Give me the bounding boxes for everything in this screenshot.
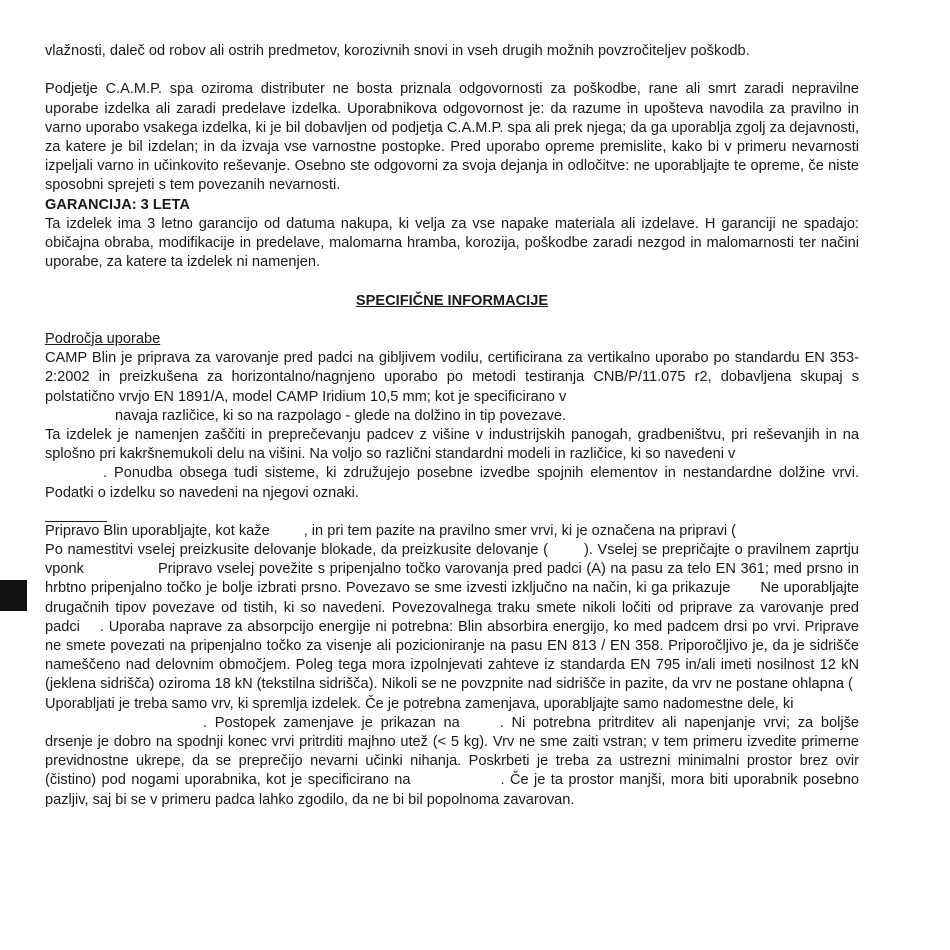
usage-text-d: ). Vselej se prepričajte o pravilnem zaprtju vponk <box>45 542 859 578</box>
usage-text-e: Pripravo vselej povežite s pripenjalno točko varovanja pred padci (A) na pasu za telo EN 361; med prsno in hrbtno pripenjalno točko je bolje izbrati prsno. Povezavo se sme izvesti izključno na način, ki ga prikazuje <box>45 561 859 597</box>
paragraph-warranty: Ta izdelek ima 3 letno garancijo od datuma nakupa, ki velja za vse napake materiala ali izdelave. H garanciji ne spadajo: običajna obraba, modifikacije in predelave, malomarna hramba, korozija, poškodbe zaradi nezgod in malomarnosti ter načini uporabe, za katere ta izdelek ni namenjen. <box>45 215 859 271</box>
usage-text-c: Po namestitvi vselej preizkusite delovanje blokade, da preizkusite delovanje ( <box>45 542 548 559</box>
document-page <box>45 42 859 810</box>
usage-text-b: , in pri tem pazite na pravilno smer vrvi, ki je označena na pripravi ( <box>303 522 737 539</box>
spacer <box>45 272 859 291</box>
rope-text-d: . Če je ta prostor manjši, mora biti uporabnik posebno pazljiv, saj bi se v primeru padca lahko zgodilo, da ne bi bil popolnoma zavarovan. <box>45 772 859 808</box>
usage-text-f: Ne uporabljajte drugačnih tipov povezave od tistih, ki so navedeni. Povezovalnega traku smete nikoli ločiti od priprave za varovanje pred padci <box>45 580 859 635</box>
rope-text-c: . Ni potrebna pritrditev ali napenjanje vrvi; za boljše drsenje je dobro na spodnji konec vrvi pritrditi majhno utež (< 5 kg). Vrv ne sme zaiti vstran; v tem primeru izvedite primerne previdnostne ukrepe, da se preprečijo nevarni učinki nihanja. Poskrbeti je treba za ustrezni minimalni prostor brez ovir (čistino) pod nogami uporabnika, kot je specificirano na <box>45 714 859 789</box>
paragraph-purpose: Ta izdelek je namenjen zaščiti in preprečevanju padcev z višine v industrijskih panogah, gradbeništvu, pri reševanjih in na splošno pri kakršnemukoli delu na višini. Na voljo so različni standardni modeli in različice, ki so navedeni v <box>45 427 859 463</box>
usage-text-g: . Uporaba naprave za absorpcijo energije ni potrebna: Blin absorbira energijo, ko med padcem drsi po vrvi. Priprave ne smete povezati na pripenjalno točko za visenje ali pozicioniranje na pasu EN 813 / EN 358. Priporočljivo je, da je sidrišče nameščeno nad delovnim območjem. Poleg tega mora izpolnjevati zahteve iz standarda EN 795 in/ali imeti nosilnost 12 kN (jeklena sidrišča) oziroma 18 kN (tekstilna sidrišča). Nikoli se ne povzpnite nad sidrišče in pazite, da vrv ne postane ohlapna ( <box>45 618 859 693</box>
paragraph-rope <box>45 695 859 810</box>
paragraph-storage: vlažnosti, daleč od robov ali ostrih predmetov, korozivnih snovi in vseh drugih možnih povzročiteljev poškodb. <box>45 43 750 59</box>
subheading-fields-of-use: Področja uporabe <box>45 331 161 347</box>
paragraph-usage <box>45 522 859 695</box>
section-title: SPECIFIČNE INFORMACIJE <box>355 292 549 309</box>
spacer <box>45 61 859 80</box>
page-side-tab-marker <box>0 580 27 611</box>
usage-text-a: Pripravo Blin uporabljajte, kot kaže <box>45 522 270 539</box>
paragraph-liability: Podjetje C.A.M.P. spa oziroma distributer ne bosta priznala odgovornosti za poškodbe, rane ali smrt zaradi nepravilne uporabe izdelka ali zaradi predelave izdelka. Uporabnikova odgovornost je: da razume in upošteva navodila za pravilno in varno uporabo vsakega izdelka, ki je bil dobavljen od podjetja C.A.M.P. spa ali prek njega; da ga uporablja zgolj za dejavnosti, za katere je bil izdelan; in da izvaja vse varnostne postopke. Pred uporabo opreme premislite, kako bi v primeru nevarnosti izpeljali varno in učinkovito reševanje. Osebno ste odgovorni za svoja dejanja in odločitve: ne uporabljajte te opreme, če niste sposobni sprejeti s tem povezanih nevarnosti. <box>45 81 859 194</box>
rope-text-a: Uporabljati je treba samo vrv, ki spremlja izdelek. Če je potrebna zamenjava, uporabljajte samo nadomestne dele, ki <box>45 695 794 712</box>
spacer <box>45 311 859 330</box>
paragraph-certification-cont: navaja različice, ki so na razpolago - glede na dolžino in tip povezave. <box>115 407 567 424</box>
rope-text-b: . Postopek zamenjave je prikazan na <box>203 714 460 731</box>
paragraph-certification: CAMP Blin je priprava za varovanje pred padci na gibljivem vodilu, certificirana za vertikalno uporabo po standardu EN 353-2:2002 in preizkušena za horizontalno/nagnjeno uporabo po metodi testiranja CNB/P/11.075 r2, dobavljena skupaj s polstatično vrvjo EN 1891/A, model CAMP Iridium 10,5 mm; kot je specificirano v <box>45 350 859 405</box>
paragraph-purpose-cont: . Ponudba obsega tudi sisteme, ki združujejo posebne izvedbe spojnih elementov in nestandardne dolžine vrvi. Podatki o izdelku so navedeni na njegovi oznaki. <box>45 465 859 501</box>
warranty-heading: GARANCIJA: 3 LETA <box>45 196 190 213</box>
